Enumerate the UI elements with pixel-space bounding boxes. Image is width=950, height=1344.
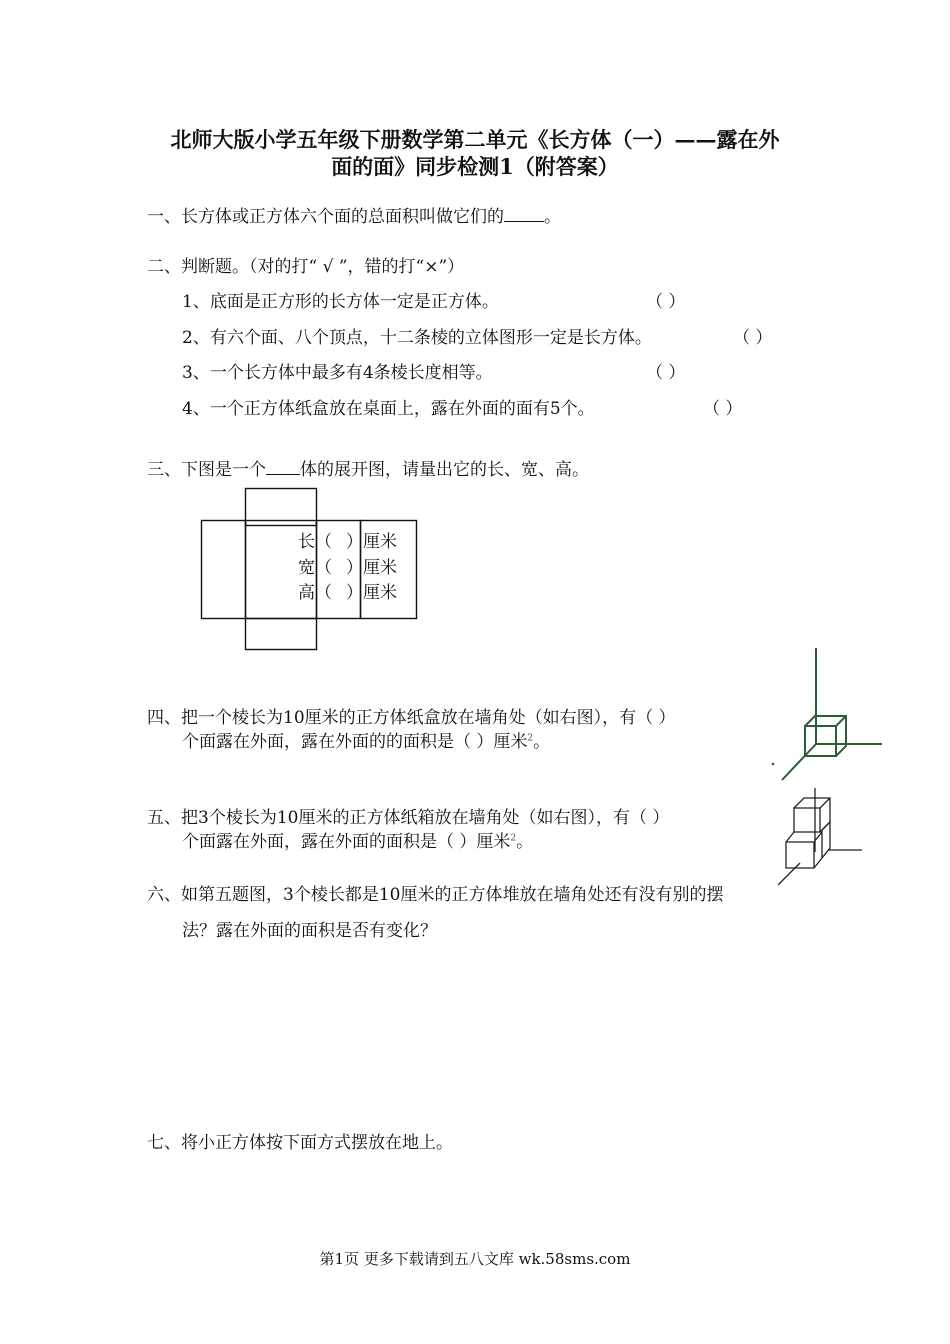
corner-floor-edge bbox=[782, 744, 816, 780]
page-footer: 第1页 更多下载请到五八文库 wk.58sms.com bbox=[319, 1250, 631, 1268]
question-2-answer-paren[interactable]: （ ） bbox=[703, 399, 743, 419]
question-1-end: 。 bbox=[544, 207, 561, 227]
question-1 bbox=[147, 202, 561, 227]
question-2-answer-paren[interactable]: （ ） bbox=[646, 363, 686, 383]
question-2-answer-paren[interactable]: （ ） bbox=[733, 328, 773, 348]
question-2-item: 1、底面是正方形的长方体一定是正方体。 bbox=[182, 292, 499, 312]
net-label-height: 高（ ）厘米 bbox=[298, 583, 397, 603]
net-left-face bbox=[202, 521, 246, 619]
wall-corner-cubes-figure bbox=[760, 640, 950, 885]
document-title-line1: 北师大版小学五年级下册数学第二单元《长方体（一）——露在外 bbox=[170, 127, 780, 152]
question-6-line2: 法？露在外面的面积是否有变化？ bbox=[182, 921, 437, 941]
question-2-answer-paren[interactable]: （ ） bbox=[646, 292, 686, 312]
question-2-item: 2、有六个面、八个顶点，十二条棱的立体图形一定是长方体。 bbox=[182, 328, 652, 348]
question-1-blank[interactable] bbox=[504, 204, 544, 222]
question-5-line1: 五、把3个棱长为10厘米的正方体纸箱放在墙角处（如右图），有（ ） bbox=[147, 808, 670, 828]
question-3-text: 三、下图是一个 bbox=[147, 460, 266, 480]
question-6-line1: 六、如第五题图，3个棱长都是10厘米的正方体堆放在墙角处还有没有别的摆 bbox=[147, 885, 724, 905]
question-3-blank[interactable] bbox=[266, 457, 300, 475]
document-title-line2: 面的面》同步检测1（附答案） bbox=[331, 154, 619, 179]
question-5-line2: 个面露在外面，露在外面的面积是（ ）厘米$^2$。 bbox=[182, 832, 534, 852]
question-4-line2: 个面露在外面，露在外面的的面积是（ ）厘米$^2$。 bbox=[182, 732, 551, 752]
question-4-line1: 四、把一个棱长为10厘米的正方体纸盒放在墙角处（如右图），有（ ） bbox=[147, 708, 676, 728]
question-3-text-end: 体的展开图，请量出它的长、宽、高。 bbox=[300, 460, 589, 480]
stack-cube-bottom-front bbox=[786, 832, 822, 868]
question-1-text: 一、长方体或正方体六个面的总面积叫做它们的 bbox=[147, 207, 504, 227]
question-2-item: 3、一个长方体中最多有4条棱长度相等。 bbox=[182, 363, 493, 383]
net-label-width: 宽（ ）厘米 bbox=[298, 558, 397, 578]
question-7: 七、将小正方体按下面方式摆放在地上。 bbox=[147, 1133, 453, 1153]
stack-corner-floor-edge bbox=[778, 863, 800, 885]
corner-dot bbox=[772, 763, 775, 766]
question-2-item: 4、一个正方体纸盒放在桌面上，露在外面的面有5个。 bbox=[182, 399, 595, 419]
net-label-length: 长（ ）厘米 bbox=[298, 532, 397, 552]
net-bottom-face bbox=[246, 619, 317, 650]
question-3 bbox=[147, 455, 589, 480]
question-2-heading: 二、判断题。（对的打“ √ ”，错的打“×”） bbox=[147, 257, 465, 277]
